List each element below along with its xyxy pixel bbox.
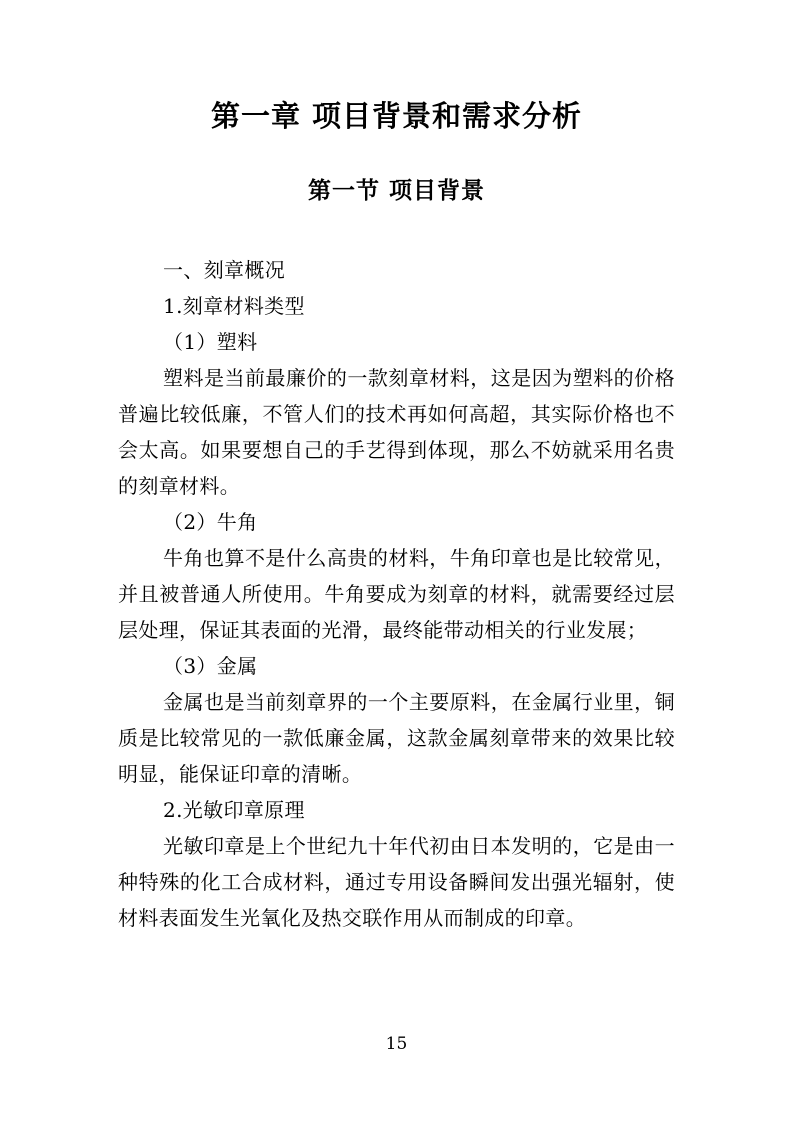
heading-material-types: 1.刻章材料类型: [163, 294, 305, 318]
heading-overview: 一、刻章概况: [163, 258, 286, 282]
paragraph-metal: 金属也是当前刻章界的一个主要原料，在金属行业里，铜质是比较常见的一款低廉金属，这款金属刻章带来的效果比较明显，能保证印章的清晰。: [118, 690, 675, 786]
heading-photosensitive-principle: 2.光敏印章原理: [163, 798, 305, 822]
subheading-metal: （3）金属: [163, 654, 258, 678]
subheading-plastic: （1）塑料: [163, 330, 258, 354]
paragraph-plastic: 塑料是当前最廉价的一款刻章材料，这是因为塑料的价格普遍比较低廉，不管人们的技术再如何高超，其实际价格也不会太高。如果要想自己的手艺得到体现，那么不妨就采用名贵的刻章材料。: [118, 366, 675, 498]
document-body: [118, 252, 675, 936]
section-title: 第一节 项目背景: [307, 178, 485, 204]
subheading-horn: （2）牛角: [163, 510, 258, 534]
paragraph-horn: 牛角也算不是什么高贵的材料，牛角印章也是比较常见，并且被普通人所使用。牛角要成为刻章的材料，就需要经过层层处理，保证其表面的光滑，最终能带动相关的行业发展；: [118, 546, 675, 642]
chapter-title: 第一章 项目背景和需求分析: [210, 99, 583, 133]
page-number: 15: [385, 1034, 408, 1054]
paragraph-photosensitive: 光敏印章是上个世纪九十年代初由日本发明的，它是由一种特殊的化工合成材料，通过专用设备瞬间发出强光辐射，使材料表面发生光氧化及热交联作用从而制成的印章。: [118, 834, 675, 930]
